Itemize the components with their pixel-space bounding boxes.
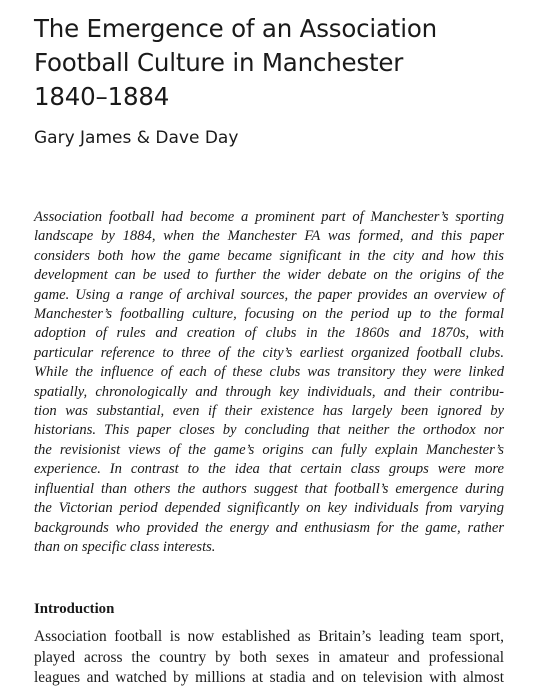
abstract-line: adoption of rules and creation of clubs in the 1860s and 1870s, with bbox=[34, 325, 504, 342]
abstract-line: game. Using a range of archival sources, the paper provides an overview of bbox=[34, 286, 504, 303]
body-line: Association football is now established as Britain’s leading team sport, bbox=[34, 628, 504, 645]
abstract-line: influential than others the authors suggest that football’s emergence during bbox=[34, 480, 504, 497]
body-line: leagues and watched by millions at stadia and on television with almost bbox=[34, 669, 504, 686]
abstract-line: While the influence of each of these clubs was transitory they were linked bbox=[34, 364, 504, 381]
abstract-line: development can be used to further the wider debate on the origins of the bbox=[34, 267, 504, 284]
abstract-line: backgrounds who provided the energy and enthusiasm for the game, rather bbox=[34, 519, 504, 536]
title-line: Football Culture in Manchester bbox=[34, 48, 404, 77]
paper-title bbox=[34, 12, 524, 114]
abstract-line: particular reference to three of the city’s earliest organized football clubs. bbox=[34, 344, 504, 361]
paper-authors: Gary James & Dave Day bbox=[34, 128, 239, 148]
section-heading-introduction: Introduction bbox=[34, 601, 115, 617]
title-line: 1840–1884 bbox=[34, 82, 170, 111]
abstract-line: experience. In contrast to the idea that certain class groups were more bbox=[34, 461, 504, 478]
abstract-line: the revisionist views of the game’s origins can fully explain Manchester’s bbox=[34, 441, 504, 458]
abstract-line: tion was substantial, even if their existence has largely been ignored by bbox=[34, 403, 504, 420]
body-line: played across the country by both sexes in amateur and professional bbox=[34, 648, 504, 666]
abstract-line: than on specific class interests. bbox=[34, 538, 216, 555]
abstract-line: spatially, chronologically and through key individuals, and their contribu- bbox=[34, 383, 504, 400]
title-line: The Emergence of an Association bbox=[34, 14, 437, 43]
abstract-line: considers both how the game became significant in the city and how this bbox=[34, 247, 504, 264]
abstract bbox=[34, 208, 504, 557]
abstract-line: historians. This paper closes by concluding that neither the orthodox nor bbox=[34, 422, 504, 439]
abstract-line: landscape by 1884, when the Manchester FA was formed, and this paper bbox=[34, 228, 504, 245]
abstract-line: Association football had become a prominent part of Manchester’s sporting bbox=[34, 209, 504, 225]
abstract-line: the Victorian period depended significantly on key individuals from varying bbox=[34, 500, 504, 517]
abstract-line: Manchester’s footballing culture, focusing on the period up to the formal bbox=[34, 306, 504, 323]
introduction-paragraph bbox=[34, 627, 504, 689]
